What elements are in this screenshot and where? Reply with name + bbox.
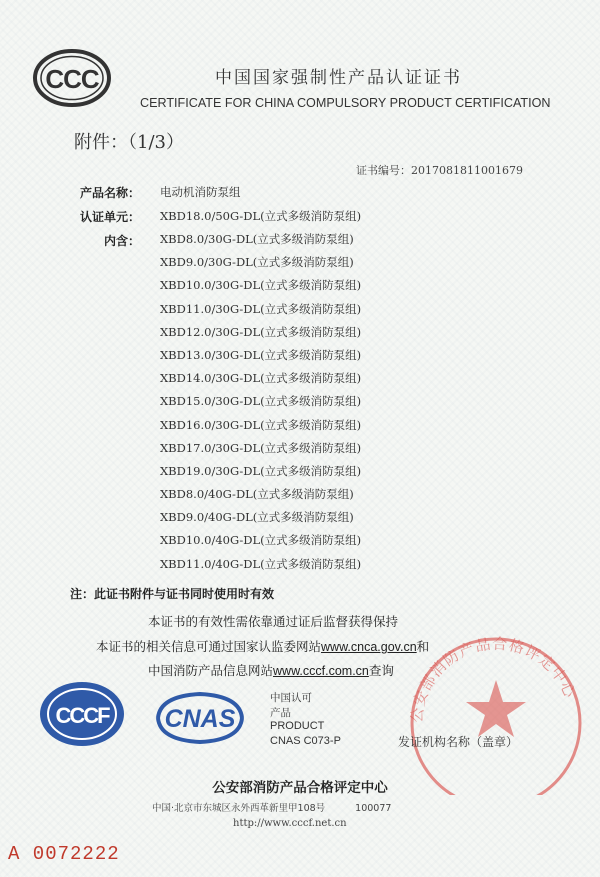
model-item: XBD11.0/40G-DL(立式多级消防泵组) [160,556,362,571]
annex-page-indicator: 附件：（1/3） [74,132,184,153]
accreditation-line-4: CNAS C073-P [270,735,341,747]
model-item: XBD8.0/40G-DL(立式多级消防泵组) [160,487,354,502]
model-item: XBD16.0/30G-DL(立式多级消防泵组) [160,417,362,432]
certificate-title-cn: 中国国家强制性产品认证证书 [215,68,462,88]
product-name-value: 电动机消防泵组 [160,185,241,199]
cccf-website-link[interactable]: www.cccf.com.cn [273,664,369,678]
model-item: XBD11.0/30G-DL(立式多级消防泵组) [160,301,362,316]
model-item: XBD10.0/30G-DL(立式多级消防泵组) [160,278,362,293]
issuing-organization: 公安部消防产品合格评定中心 [212,780,388,796]
validity-line-2-prefix: 本证书的相关信息可通过国家认监委网站 [96,639,322,654]
cnca-website-link[interactable]: www.cnca.gov.cn [321,640,417,654]
validity-line-3-prefix: 中国消防产品信息网站 [148,663,274,678]
model-item: XBD17.0/30G-DL(立式多级消防泵组) [160,440,362,455]
model-item: XBD12.0/30G-DL(立式多级消防泵组) [160,324,362,339]
cccf-logo-icon [38,680,126,748]
validity-line-2 [96,637,429,655]
model-item: XBD13.0/30G-DL(立式多级消防泵组) [160,347,362,362]
accreditation-line-1: 中国认可 [270,692,312,704]
ccc-logo-icon [32,48,112,108]
svg-text:CCCF: CCCF [55,703,109,728]
model-list [160,228,361,576]
validity-line-3 [148,661,394,679]
validity-line-3-suffix: 查询 [368,663,394,678]
model-item: XBD9.0/30G-DL(立式多级消防泵组) [160,255,354,270]
model-item: XBD9.0/40G-DL(立式多级消防泵组) [160,510,354,525]
validity-line-2-suffix: 和 [416,639,430,654]
issuer-stamp-caption: 发证机构名称（盖章） [398,735,519,749]
organization-website[interactable]: http://www.cccf.net.cn [233,818,347,829]
product-name-label: 产品名称： [80,186,141,200]
organization-address [152,800,391,814]
validity-note: 注：此证书附件与证书同时使用时有效 [70,587,275,601]
model-item: XBD8.0/30G-DL(立式多级消防泵组) [160,232,354,246]
svg-text:CCC: CCC [45,64,99,94]
official-seal-stamp [400,625,590,795]
cnas-logo-icon [150,688,250,748]
cert-unit-label: 认证单元： [80,210,141,224]
cert-unit-value: XBD18.0/50G-DL(立式多级消防泵组) [160,209,362,223]
svg-text:CNAS: CNAS [164,705,236,733]
model-item: XBD10.0/40G-DL(立式多级消防泵组) [160,533,362,548]
postal-code: 100077 [355,803,392,814]
address-text: 中国·北京市东城区永外西革新里甲108号 [152,803,326,814]
model-item: XBD14.0/30G-DL(立式多级消防泵组) [160,371,362,386]
validity-line-1: 本证书的有效性需依靠通过证后监督获得保持 [148,614,399,629]
model-item: XBD15.0/30G-DL(立式多级消防泵组) [160,394,362,409]
contents-label: 内含： [104,234,141,248]
certificate-number: 证书编号：2017081811001679 [356,164,523,177]
model-item: XBD19.0/30G-DL(立式多级消防泵组) [160,463,362,478]
certificate-title-en: CERTIFICATE FOR CHINA COMPULSORY PRODUCT CERTIFICATION [140,96,551,110]
accreditation-line-3: PRODUCT [270,720,325,732]
certificate-serial-number: A 0072222 [8,843,120,865]
svg-text:公安部消防产品合格评定中心: 公安部消防产品合格评定中心 [407,634,580,724]
accreditation-line-2: 产品 [270,707,291,719]
